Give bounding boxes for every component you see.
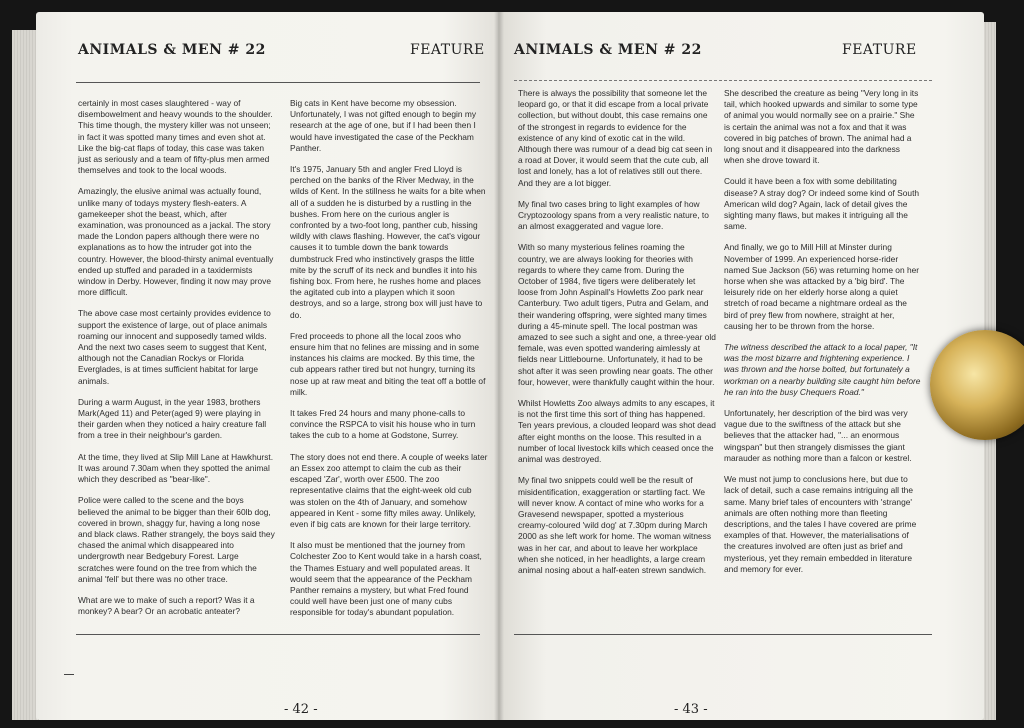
paragraph: The above case most certainly provides evidence to support the existence of large, out of place animals roaming our innocent and supposedly tamed wilds. And the next two cases seem to suggest that Kent, although not the Canadian Rockys or Florida Everglades, is at times sufficient habitat for large animals.	[78, 308, 271, 386]
paragraph: It takes Fred 24 hours and many phone-calls to convince the RSPCA to visit his house who in turn takes the cub to a home at Godstone, Surrey.	[290, 408, 476, 441]
paragraph: With so many mysterious felines roaming the country, we are always looking for theories with regards to where they came from. During the October of 1984, five tigers were deliberately let loose from John Aspinall's Howletts Zoo park near Canterbury. Two adult tigers, Putra and Gelam, and their wandering offspring, were sighted many times during a 45-minute spell. The local postman was amazed to see such a sight and one, a three-year old female, was even spotted wandering aimlessly at fields near Littlebourne. Unfortunately, it had to be shot after it was seen prowling near goats. The other four, however, were thankfully caught within the hour.	[518, 242, 716, 387]
left-footer-rule	[76, 634, 480, 635]
paragraph: Police were called to the scene and the boys believed the animal to be bigger than their 60lb dog, covered in brown, shaggy fur, having a long nose and black claws. Rather strangely, the boys said they chased the animal which disappeared into undergrowth near Bedgebury Forest. Large scratches were found on the tree from which the animal 'fell' but there was no other trace.	[78, 495, 275, 584]
right-page-column-1	[518, 88, 716, 586]
right-page-header-title: ANIMALS & MEN # 22	[514, 42, 702, 58]
left-header-rule	[76, 82, 480, 83]
right-page	[498, 12, 984, 720]
left-page	[36, 12, 498, 720]
paragraph: It also must be mentioned that the journey from Colchester Zoo to Kent would take in a harsh coast, the Thames Estuary and well populated areas. It would seem that the appearance of the Peckham Panther remains a mystery, but what Fred found could well have been just one of many cubs responsible for today's abundant population.	[290, 540, 482, 618]
paragraph: And finally, we go to Mill Hill at Minster during November of 1999. An experienced horse-rider named Sue Jackson (56) was returning home on her horse when she was attacked by a 'big bird'. The leisurely ride on her elderly horse along a quiet stretch of road became a nightmare ordeal as the bird of prey flew from nowhere, straight at her, causing her to be thrown from the horse.	[724, 242, 920, 331]
left-page-header-title: ANIMALS & MEN # 22	[78, 42, 266, 58]
right-page-section-label: FEATURE	[842, 42, 917, 58]
paragraph-quote: The witness described the attack to a local paper, "It was the most bizarre and frightening experience. I was thrown and the horse bolted, but fortunately a workman on a nearby building site caught him before he ran into the busy Chequers Road."	[724, 342, 921, 397]
paragraph: certainly in most cases slaughtered - way of disembowelment and heavy wounds to the shoulder. This time though, the mystery killer was not unseen; in fact it was spotted many times and even shot at. Like the big-cat flaps of today, this case was taken just as seriously and a team of fifty-plus men armed themselves and took to the local woods.	[78, 98, 273, 176]
paragraph: During a warm August, in the year 1983, brothers Mark(Aged 11) and Peter(aged 9) were playing in their garden when they noticed a hairy creature fall from a tree in their neighbour's garden.	[78, 396, 267, 441]
paragraph: At the time, they lived at Slip Mill Lane at Hawkhurst. It was around 7.30am when they spotted the animal which they described as "bear-like".	[78, 451, 274, 485]
paragraph: My final two snippets could well be the result of misidentification, exaggeration or startling fact. We will never know. A contact of mine who works for a Gravesend newspaper, spotted a mysterious creamy-coloured 'wild dog' at 7.30pm during March 2000 as she left work for home. The woman witness was in her car, and about to leave her workplace when she noticed, in her headlights, a large cream animal nosing about a half-eaten strewn sandwich.	[518, 475, 712, 575]
right-page-number: - 43 -	[674, 702, 708, 717]
paragraph: Big cats in Kent have become my obsession. Unfortunately, I was not gifted enough to begin my research at the age of one, but if I had been then I would have investigated the case of the Peckham Panther.	[290, 98, 477, 153]
left-page-column-2	[290, 98, 488, 629]
paragraph: Fred proceeds to phone all the local zoos who ensure him that no felines are missing and in some instances his claims are mocked. By this time, the cub appears rather tired but not hungry, turning its nose up at raw meat and biting the teat off a bottle of milk.	[290, 330, 486, 397]
paragraph: Unfortunately, her description of the bird was very vague due to the swiftness of the attack but she believes that the attacker had, "... an enormous wingspan" but then strangely dismisses the giant marauder as nothing more than a falcon or kestrel.	[724, 408, 912, 463]
right-header-rule	[514, 80, 932, 81]
paragraph: My final two cases bring to light examples of how Cryptozoology spans from a very realistic nature, to an almost exaggerated and vague lore.	[518, 198, 709, 232]
paragraph: There is always the possibility that someone let the leopard go, or that it did escape from a local private collection, but without doubt, this case remains one of the strongest in regards to evidence for the existence of any kind of exotic cat in the wild. Although there was rumour of a dead big cat seen in a road at Dover, it would seem that the cute cub, all lost and lonely, has a lot of relatives still out there. And they are a lot bigger.	[518, 88, 713, 188]
paragraph: She described the creature as being "Very long in its tail, which hooked upwards and similar to some type of animal you would normally see on a prairie." She is certain the animal was not a fox and that it was covered in big patches of brown. The animal had a long snout and it disappeared into the darkness when she drove toward it.	[724, 88, 919, 166]
paragraph: The story does not end there. A couple of weeks later an Essex zoo attempt to claim the cub as their escaped 'Zar', worth over £500. The zoo representative claims that the eight-week old cub was stolen on the 4th of January, and somehow appeared in Kent - some fifty miles away. Unlikely, even if big cats are known for their large territory.	[290, 451, 488, 529]
paragraph: We must not jump to conclusions here, but due to lack of detail, such a case remains intriguing all the same. Many brief tales of encounters with 'strange' animals are often nothing more than fleeting descriptions, and the tales I have covered are prime examples of that. However, the materialisations of the creatures involved are often just as brief and mysterious, yet they remain embedded in literature and memory for ever.	[724, 474, 917, 574]
paragraph: Amazingly, the elusive animal was actually found, unlike many of todays mystery flesh-eaters. A gamekeeper shot the beast, which, after examination, was pronounced as a jackal. The story made the London papers although there were no explanations as to how the intruder got into the country. However, the blood-thirsty animal eventually ended up stuffed and paraded in a taxidermists window in Derby. However, finding it now may prove more difficult.	[78, 186, 274, 298]
left-page-section-label: FEATURE	[410, 42, 485, 58]
paragraph: Whilst Howletts Zoo always admits to any escapes, it is not the first time this sort of thing has happened. Ten years previous, a clouded leopard was shot dead after eight months on the loose. This resulted in a number of local livestock kills which ceased once the animal was destroyed.	[518, 398, 716, 465]
book-spine-shadow	[494, 12, 504, 720]
left-page-number: - 42 -	[284, 702, 318, 717]
page-edges-left	[12, 30, 38, 720]
paragraph: It's 1975, January 5th and angler Fred Lloyd is perched on the banks of the River Medway, in the wilds of Kent. In the stillness he waits for a bite when all of a sudden he is disturbed by a rustling in the bushes. From here on the curious angler is confronted by a two-foot long, panther cub, hissing wildly with claws flashing. However, the cat's vigour causes it to tumble down the bank towards dumbstruck Fred who instinctively grasps the little mite by the scruff of its neck and bundles it into his fishing box. From here, he rushes home and places the agitated cub into a playpen which it soon destroys, and so a large, strong box will just have to do.	[290, 164, 486, 320]
paragraph: What are we to make of such a report? Was it a monkey? A bear? Or an acrobatic anteater?	[78, 594, 255, 617]
right-footer-rule	[514, 634, 932, 635]
paragraph: Could it have been a fox with some debilitating disease? A stray dog? Or indeed some kind of South American wild dog? Again, lack of detail gives the sighting many flaws, but makes it intriguing all the same.	[724, 176, 920, 232]
left-page-column-1	[78, 98, 276, 627]
footnote-dash	[64, 674, 74, 675]
right-page-column-2	[724, 88, 922, 585]
